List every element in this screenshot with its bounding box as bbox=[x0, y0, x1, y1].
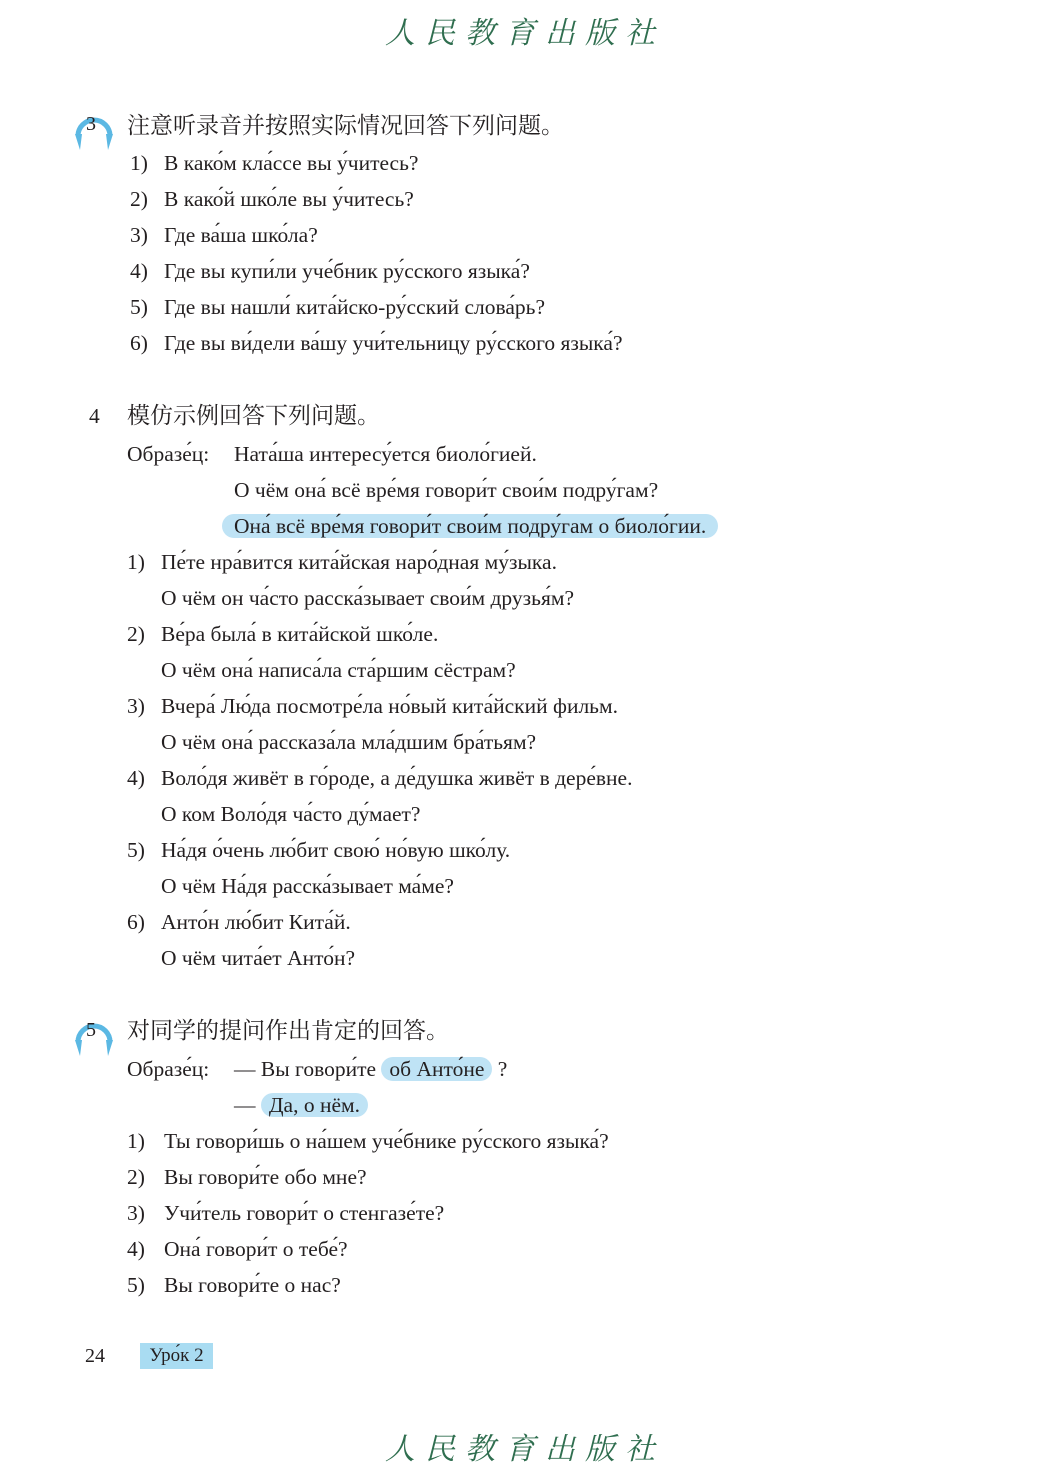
publisher-logo-bottom: 人民教育出版社 bbox=[385, 1432, 665, 1467]
highlight: Да, о нём. bbox=[261, 1093, 368, 1117]
list-item-question: О ком Воло́дя ча́сто ду́мает? bbox=[161, 802, 421, 826]
sample-answer: — Да, о нём. bbox=[234, 1090, 368, 1120]
page-number: 24 bbox=[85, 1345, 105, 1367]
list-item: 3) Учи́тель говори́т о стенгазе́те? bbox=[127, 1201, 445, 1225]
list-item: 6) Анто́н лю́бит Кита́й. bbox=[127, 910, 351, 934]
list-item: 4) Где вы купи́ли уче́бник ру́сского языка́? bbox=[130, 259, 530, 283]
exercise-3-instruction: 注意听录音并按照实际情况回答下列问题。 bbox=[127, 113, 564, 138]
exercise-number: 5 bbox=[86, 1019, 96, 1041]
sample-label: Образе́ц: bbox=[127, 1057, 210, 1081]
list-item: 2) Ве́ра была́ в кита́йской шко́ле. bbox=[127, 622, 439, 646]
list-item-question: О чём она́ рассказа́ла мла́дшим бра́тьям? bbox=[161, 730, 537, 754]
audio-headphones-icon bbox=[72, 1012, 116, 1056]
exercise-5-instruction: 对同学的提问作出肯定的回答。 bbox=[127, 1018, 449, 1043]
sample-answer-highlight: Она́ всё вре́мя говори́т свои́м подру́гам о биоло́гии. bbox=[222, 514, 718, 538]
list-item: 1) Пе́те нра́вится кита́йская наро́дная му́зыка. bbox=[127, 550, 557, 574]
exercise-4-instruction: 模仿示例回答下列问题。 bbox=[127, 403, 380, 428]
highlight: об Анто́не bbox=[381, 1057, 492, 1081]
sample-question: — Вы говори́те об Анто́не ? bbox=[234, 1057, 508, 1081]
list-item: 1) В како́м кла́ссе вы у́читесь? bbox=[130, 151, 419, 175]
list-item: 2) Вы говори́те обо мне? bbox=[127, 1165, 367, 1189]
list-item: 5) На́дя о́чень лю́бит свою́ но́вую шко́лу. bbox=[127, 838, 511, 862]
list-item: 5) Где вы нашли́ кита́йско-ру́сский слова́рь? bbox=[130, 295, 545, 319]
list-item: 3) Вчера́ Лю́да посмотре́ла но́вый кита́йский фильм. bbox=[127, 694, 618, 718]
list-item-question: О чём На́дя расска́зывает ма́ме? bbox=[161, 874, 454, 898]
list-item-question: О чём она́ написа́ла ста́ршим сёстрам? bbox=[161, 658, 516, 682]
sample-line: Ната́ша интересу́ется биоло́гией. bbox=[234, 442, 537, 466]
sample-line: О чём она́ всё вре́мя говори́т свои́м подру́гам? bbox=[234, 478, 659, 502]
sample-label: Образе́ц: bbox=[127, 442, 210, 466]
list-item: 4) Она́ говори́т о тебе́? bbox=[127, 1237, 348, 1261]
publisher-logo-top: 人民教育出版社 bbox=[385, 16, 665, 51]
list-item: 3) Где ва́ша шко́ла? bbox=[130, 223, 318, 247]
list-item: 5) Вы говори́те о нас? bbox=[127, 1273, 341, 1297]
list-item: 2) В како́й шко́ле вы у́читесь? bbox=[130, 187, 414, 211]
exercise-number: 3 bbox=[86, 113, 96, 135]
list-item-question: О чём чита́ет Анто́н? bbox=[161, 946, 356, 970]
list-item-question: О чём он ча́сто расска́зывает свои́м друзья́м? bbox=[161, 586, 574, 610]
list-item: 4) Воло́дя живёт в го́роде, а де́душка живёт в дере́вне. bbox=[127, 766, 633, 790]
lesson-label: Уро́к 2 bbox=[140, 1343, 213, 1369]
list-item: 6) Где вы ви́дели ва́шу учи́тельницу ру́сского языка́? bbox=[130, 331, 623, 355]
audio-headphones-icon bbox=[72, 106, 116, 150]
exercise-number: 4 bbox=[89, 404, 100, 428]
list-item: 1) Ты говори́шь о на́шем уче́бнике ру́сского языка́? bbox=[127, 1129, 609, 1153]
